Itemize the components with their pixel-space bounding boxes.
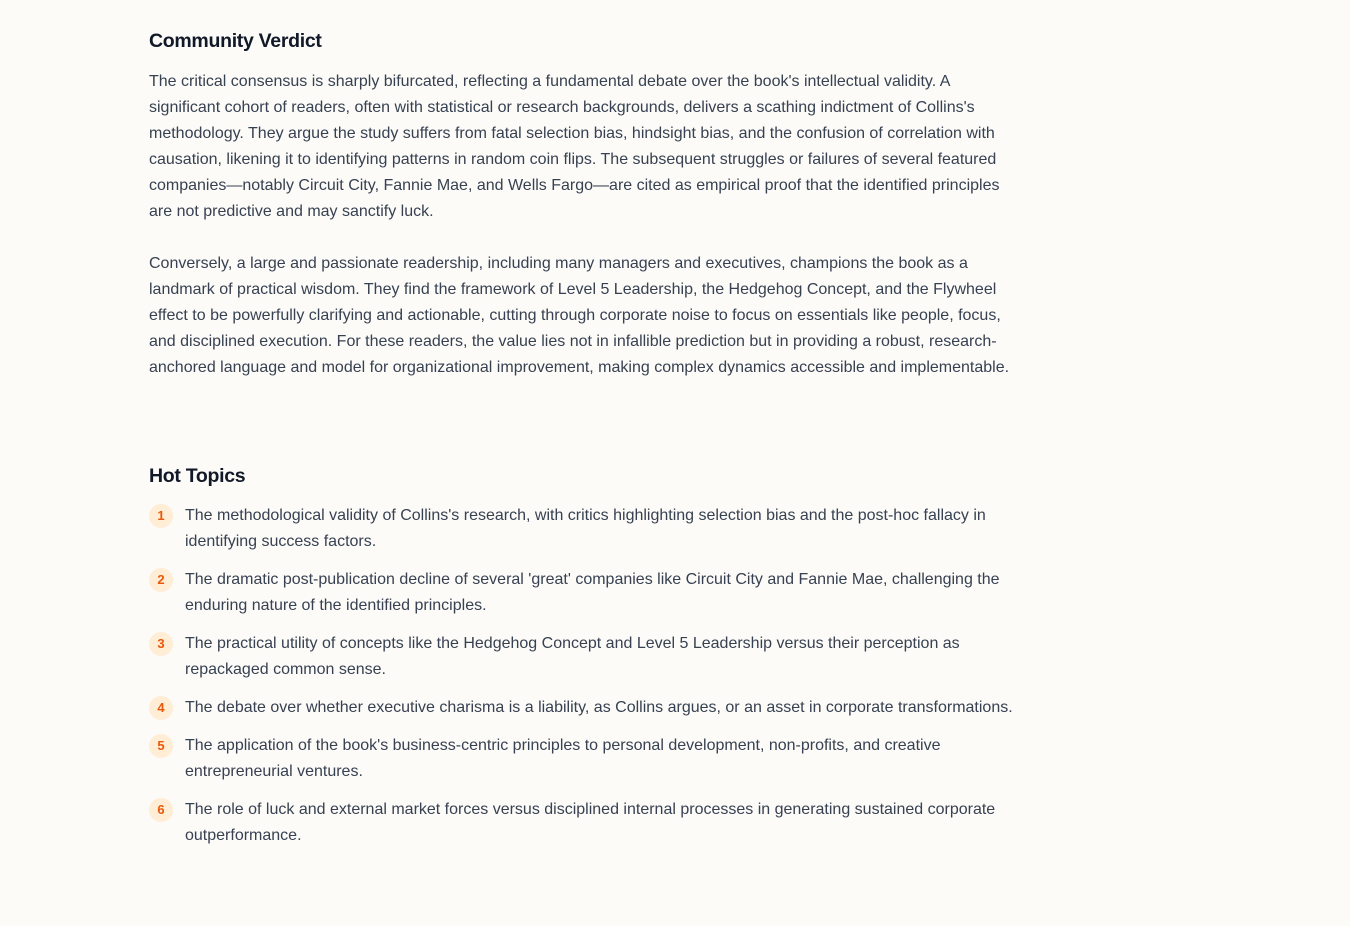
topic-number-badge: 3: [149, 632, 173, 656]
topic-number-badge: 6: [149, 798, 173, 822]
topic-text: The role of luck and external market forces versus disciplined internal processes in generating sustained corporate outperformance.: [185, 801, 996, 844]
community-verdict-heading: Community Verdict: [149, 30, 322, 52]
topic-item-2: [149, 567, 1025, 619]
topic-text: The methodological validity of Collins's research, with critics highlighting selection bias and the post-hoc fallacy in identifying success factors.: [185, 507, 986, 550]
hot-topics-list: [149, 503, 1025, 849]
verdict-paragraph-1: The critical consensus is sharply bifurcated, reflecting a fundamental debate over the book's intellectual validity. A significant cohort of readers, often with statistical or research backgrounds, delivers a scathing indictment of Collins's methodology. They argue the study suffers from fatal selection bias, hindsight bias, and the confusion of correlation with causation, likening it to identifying patterns in random coin flips. The subsequent struggles or failures of several featured companies—notably Circuit City, Fannie Mae, and Wells Fargo—are cited as empirical proof that the identified principles are not predictive and may sanctify luck.: [149, 73, 1000, 220]
topic-text: The debate over whether executive charisma is a liability, as Collins argues, or an asset in corporate transformations.: [185, 699, 1013, 716]
topic-number-badge: 1: [149, 504, 173, 528]
hot-topics-section: [149, 462, 1025, 849]
topic-item-3: [149, 631, 1025, 683]
topic-text: The dramatic post-publication decline of several 'great' companies like Circuit City and Fannie Mae, challenging the enduring nature of the identified principles.: [185, 571, 1000, 614]
community-verdict-section: [149, 27, 1025, 381]
topic-text: The practical utility of concepts like the Hedgehog Concept and Level 5 Leadership versus their perception as repackaged common sense.: [185, 635, 960, 678]
topic-item-1: [149, 503, 1025, 555]
topic-number-badge: 4: [149, 696, 173, 720]
topic-item-5: [149, 733, 1025, 785]
topic-number-badge: 5: [149, 734, 173, 758]
topic-number-badge: 2: [149, 568, 173, 592]
verdict-paragraph-2: Conversely, a large and passionate readership, including many managers and executives, champions the book as a landmark of practical wisdom. They find the framework of Level 5 Leadership, the Hedgehog Concept, and the Flywheel effect to be powerfully clarifying and actionable, cutting through corporate noise to focus on essentials like people, focus, and disciplined execution. For these readers, the value lies not in infallible prediction but in providing a robust, research-anchored language and model for organizational improvement, making complex dynamics accessible and implementable.: [149, 255, 1010, 376]
topic-item-4: [149, 695, 1025, 721]
topic-item-6: [149, 797, 1025, 849]
main-content: [149, 0, 1025, 861]
topic-text: The application of the book's business-centric principles to personal development, non-profits, and creative entrepreneurial ventures.: [185, 737, 941, 780]
hot-topics-heading: Hot Topics: [149, 465, 246, 487]
